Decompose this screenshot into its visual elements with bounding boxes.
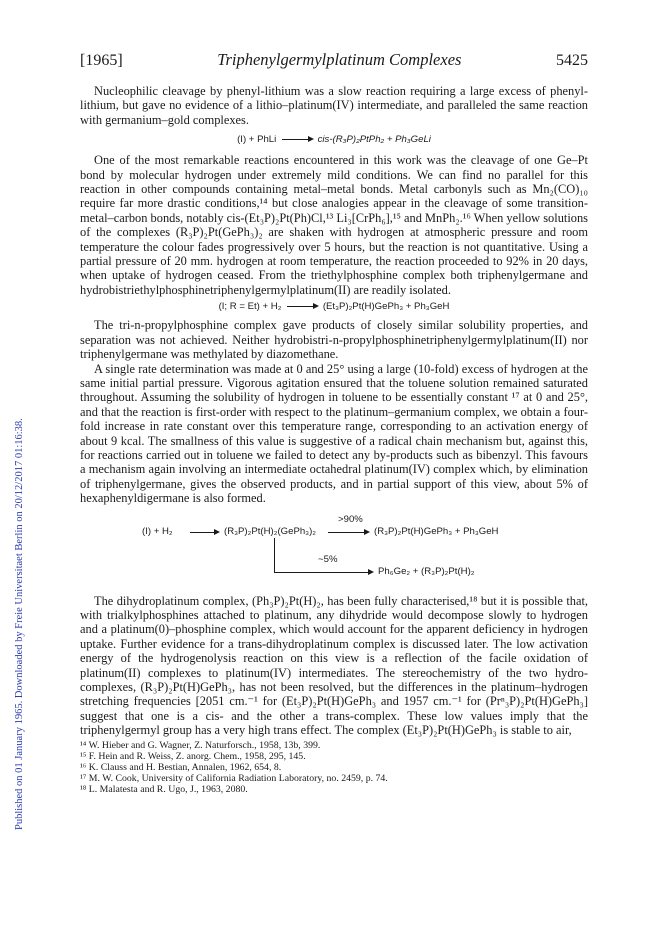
- scheme-minor-product: Ph₆Ge₂ + (R₃P)₂Pt(H)₂: [378, 565, 475, 577]
- equation-phenyllithium: [80, 134, 588, 145]
- scheme-start: (I) + H₂: [142, 525, 173, 537]
- footnote: ¹⁶ K. Clauss and H. Bestian, Annalen, 1962, 654, 8.: [80, 762, 282, 774]
- arrow-icon: [368, 569, 374, 575]
- equation-1-reactants: (I) + PhLi: [237, 134, 277, 146]
- equation-hydrogenolysis: [80, 301, 588, 312]
- paragraph-3: The tri-n-propylphosphine complex gave products of closely similar solubility properties, and separation was not achieved. Neither hydrobistri-n-propylphosphinetriphenylgermylplatinum(II) nor triphenylgermane was methylated by diazomethane.: [80, 318, 588, 362]
- arrow-icon: [214, 529, 220, 535]
- scheme-arrow-1: [190, 532, 216, 533]
- page-header: [80, 50, 588, 70]
- arrow-icon: [364, 529, 370, 535]
- equation-2-reactants: (I; R = Et) + H₂: [218, 301, 282, 313]
- paragraph-1: Nucleophilic cleavage by phenyl-lithium was a slow reaction requiring a large excess of phenyl-lithium, but gave no evidence of a lithio–platinum(IV) intermediate, and paralleled the same reaction with germanium–gold complexes.: [80, 84, 588, 127]
- arrow-icon: [287, 306, 317, 307]
- header-page-number: 5425: [555, 52, 588, 69]
- header-title: Triphenylgermylplatinum Complexes: [217, 50, 462, 69]
- scheme-major-product: (R₃P)₂Pt(H)GePh₃ + Ph₃GeH: [374, 525, 499, 537]
- scheme-major-yield: >90%: [338, 513, 363, 525]
- journal-page: [80, 50, 588, 796]
- footnote: ¹⁸ L. Malatesta and R. Ugo, J., 1963, 2080.: [80, 784, 248, 796]
- scheme-intermediate: (R₃P)₂Pt(H)₂(GePh₃)₂: [224, 525, 317, 537]
- footnote: ¹⁵ F. Hein and R. Weiss, Z. anorg. Chem., 1958, 295, 145.: [80, 750, 306, 762]
- equation-2-products: (Et₃P)₂Pt(H)GePh₃ + Ph₃GeH: [322, 301, 450, 313]
- scheme-minor-yield: ~5%: [318, 553, 338, 565]
- scheme-arrow-2: [328, 532, 366, 533]
- arrow-icon: [282, 139, 312, 140]
- footnotes: [80, 740, 588, 796]
- equation-1-products: cis-(R₃P)₂PtPh₂ + Ph₃GeLi: [317, 134, 431, 146]
- reaction-scheme: [80, 512, 588, 588]
- paragraph-2: One of the most remarkable reactions encountered in this work was the cleavage of one Ge–Pt bond by molecular hydrogen under extremely mild conditions. We can find no parallel for this reaction in other compounds containing metal–metal bonds. Metal carbonyls such as Mn₂(CO)₁₀ require far more drastic conditions,¹⁴ but close analogies appear in the cleavage of some transition-metal–carbon bonds, notably cis-(Et₃P)₂Pt(Ph)Cl,¹³ Li₃[CrPh₆],¹⁵ and MnPh₂.¹⁶ When yellow solutions of the complexes (R₃P)₂Pt(GePh₃)₂ are shaken with hydrogen at atmospheric pressure and room temperature the colour fades progressively over 5 hours, but the reaction is not quantitative. Using a partial pressure of 20 mm. hydrogen at room temperature, the reaction proceeded to 92% in 20 days, when uptake of hydrogen ceased. From the triethylphosphine complex both triphenylgermane and hydrobistriethylphosphinetriphenylgermylplatinum(II) are readily isolated.: [80, 153, 588, 297]
- download-notice-text: Published on 01 January 1965. Downloaded by Freie Universitaet Berlin on 20/12/2017 01:16:38.: [14, 418, 25, 830]
- paragraph-4: A single rate determination was made at 0 and 25° using a large (10-fold) excess of hydrogen at the same initial partial pressure. Vigorous agitation ensured that the toluene solution remained saturated throughout. Assuming the solubility of hydrogen in toluene to be essentially constant ¹⁷ at 0 and 25°, and that the reaction is first-order with respect to the platinum–germanium complex, we obtain a four-fold increase in rate constant over this temperature range, corresponding to an activation energy of about 9 kcal. The smallness of this value is suggestive of a radical chain mechanism but, against this, for reactions carried out in toluene we failed to detect any by-products such as bibenzyl. This favours a mechanism again involving an intermediate octahedral platinum(IV) complex which, by elimination of triphenylgermane, gives the observed products, and in partial support of this view, about 5% of hexaphenyldigermane is also formed.: [80, 361, 588, 506]
- scheme-branch-line: [274, 538, 275, 572]
- header-year: [1965]: [80, 52, 123, 69]
- paragraph-5: The dihydroplatinum complex, (Ph₃P)₂Pt(H)₂, has been fully characterised,¹⁸ but it is possible that, with trialkylphosphines attached to platinum, any dihydride would decompose slowly to hydrogen and a platinum(0)–phosphine complex, which would account for the apparent deficiency in hydrogen uptake. Further evidence for a trans-dihydroplatinum complex is discussed later. The low activation energy of the hydrogenolysis reaction on this view is a reflection of the facile oxidation of platinum(II) complexes to platinum(IV) intermediates. The stereochemistry of the two hydro-complexes, (R₃P)₂Pt(H)GePh₃, has not been resolved, but the differences in the platinum–hydrogen stretching frequencies [2051 cm.⁻¹ for (Et₃P)₂Pt(H)GePh₃ and 1957 cm.⁻¹ for (Prⁿ₃P)₂Pt(H)GePh₃] suggest that one is a cis- and the other a trans-complex. These low values imply that the triphenylgermyl group has a very high trans effect. The complex (Et₃P)₂Pt(H)GePh₃ is stable to air,: [80, 593, 588, 738]
- footnote: ¹⁷ M. W. Cook, University of California Radiation Laboratory, no. 2459, p. 74.: [80, 773, 388, 785]
- download-notice: [2, 150, 25, 830]
- footnote: ¹⁴ W. Hieber and G. Wagner, Z. Naturforsch., 1958, 13b, 399.: [80, 739, 321, 751]
- scheme-arrow-3: [274, 572, 370, 573]
